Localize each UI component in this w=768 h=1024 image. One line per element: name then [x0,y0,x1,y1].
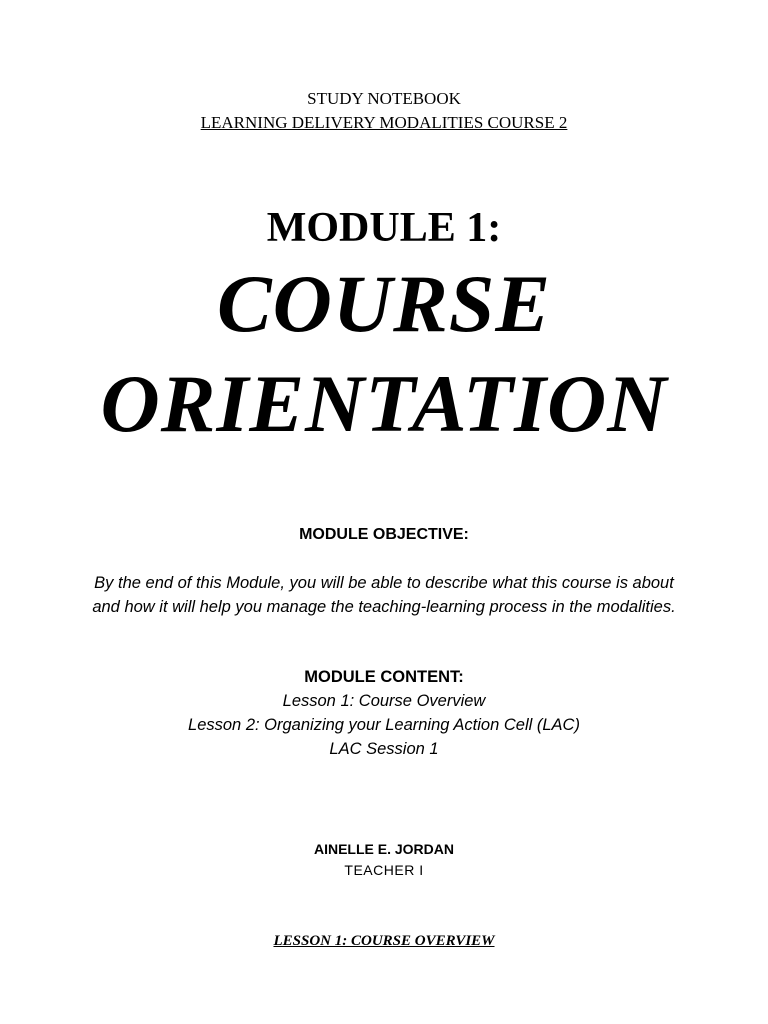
module-title-line-2: ORIENTATION [100,358,668,449]
module-number: MODULE 1: [266,205,502,251]
author-name: AINELLE E. JORDAN [313,841,454,857]
content-item: Lesson 2: Organizing your Learning Action Cell (LAC) [188,716,580,734]
content-item: Lesson 1: Course Overview [282,692,486,710]
content-item: LAC Session 1 [329,740,439,758]
course-name: LEARNING DELIVERY MODALITIES COURSE 2 [200,113,568,132]
objective-text-line-2: and how it will help you manage the teaching-learning process in the modalities. [92,598,676,616]
objective-heading: MODULE OBJECTIVE: [299,526,469,543]
notebook-label: STUDY NOTEBOOK [307,89,461,108]
content-heading: MODULE CONTENT: [304,668,464,686]
author-role: TEACHER I [344,862,424,878]
module-title-line-1: COURSE [216,258,552,349]
objective-text-line-1: By the end of this Module, you will be able to describe what this course is about [94,574,674,592]
lesson-heading: LESSON 1: COURSE OVERVIEW [273,933,495,949]
